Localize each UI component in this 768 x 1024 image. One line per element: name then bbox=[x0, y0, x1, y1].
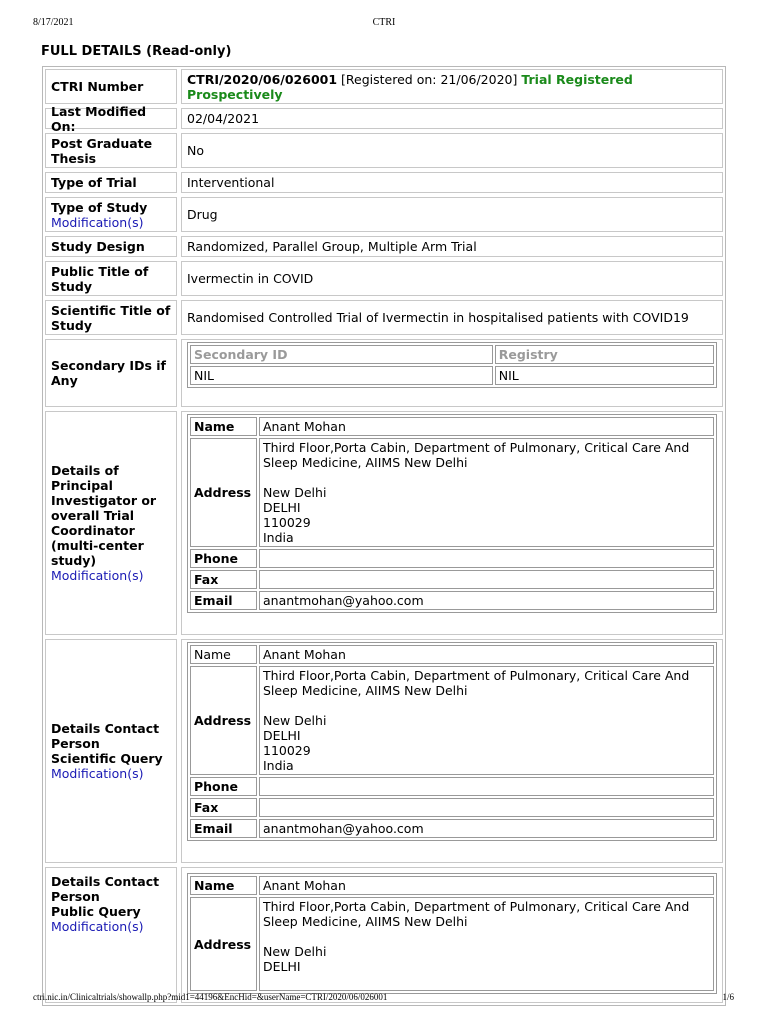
phone-key: Phone bbox=[190, 549, 257, 568]
scientific-title-value: Randomised Controlled Trial of Ivermectin in hospitalised patients with COVID19 bbox=[181, 300, 723, 335]
sci-email: anantmohan@yahoo.com bbox=[259, 819, 714, 838]
scientific-contact-value bbox=[181, 639, 723, 863]
pi-name: Anant Mohan bbox=[259, 417, 714, 436]
pub-address bbox=[259, 897, 714, 991]
address-state: DELHI bbox=[263, 959, 301, 974]
address-state: DELHI bbox=[263, 728, 301, 743]
secondary-ids-value bbox=[181, 339, 723, 407]
public-contact-table bbox=[187, 873, 717, 994]
pub-label-line: Person bbox=[51, 889, 100, 904]
pi-phone bbox=[259, 549, 714, 568]
trial-status-cont: Prospectively bbox=[187, 86, 283, 102]
secondary-id-cell: NIL bbox=[190, 366, 493, 385]
pg-thesis-label: Post Graduate Thesis bbox=[45, 133, 177, 168]
name-key: Name bbox=[190, 645, 257, 664]
phone-key: Phone bbox=[190, 777, 257, 796]
pi-fax bbox=[259, 570, 714, 589]
sci-name: Anant Mohan bbox=[259, 645, 714, 664]
trial-status: Trial Registered bbox=[521, 71, 633, 87]
sci-label-line: Person bbox=[51, 736, 100, 751]
scientific-contact-table bbox=[187, 642, 717, 841]
address-line: Third Floor,Porta Cabin, Department of Pulmonary, Critical Care And bbox=[263, 440, 690, 455]
public-contact-modification-link[interactable]: Modification(s) bbox=[51, 919, 144, 934]
registry-cell: NIL bbox=[495, 366, 714, 385]
row-public-contact bbox=[43, 865, 725, 1005]
row-last-modified bbox=[43, 103, 725, 134]
last-modified-label: Last Modified On: bbox=[45, 108, 177, 129]
type-of-study-title: Type of Study bbox=[51, 199, 148, 215]
address-country: India bbox=[263, 758, 294, 773]
pi-email: anantmohan@yahoo.com bbox=[259, 591, 714, 610]
pub-label-line: Public Query bbox=[51, 904, 141, 919]
study-design-label: Study Design bbox=[45, 236, 177, 257]
pi-value bbox=[181, 411, 723, 635]
sci-label-line: Details Contact bbox=[51, 721, 160, 736]
sci-phone bbox=[259, 777, 714, 796]
address-line: Sleep Medicine, AIIMS New Delhi bbox=[263, 914, 468, 929]
pg-thesis-value: No bbox=[181, 133, 723, 168]
row-scientific-title bbox=[43, 298, 725, 337]
row-principal-investigator bbox=[43, 409, 725, 637]
pi-label-line: study) bbox=[51, 553, 97, 568]
pub-name: Anant Mohan bbox=[259, 876, 714, 895]
public-title-value: Ivermectin in COVID bbox=[181, 261, 723, 296]
pi-label-line: overall Trial bbox=[51, 508, 135, 523]
row-study-design bbox=[43, 234, 725, 259]
study-design-value: Randomized, Parallel Group, Multiple Arm Trial bbox=[181, 236, 723, 257]
pi-label-line: Investigator or bbox=[51, 493, 157, 508]
ctri-number: CTRI/2020/06/026001 bbox=[187, 71, 338, 87]
row-pg-thesis bbox=[43, 131, 725, 170]
address-key: Address bbox=[190, 438, 257, 547]
address-city: New Delhi bbox=[263, 485, 327, 500]
pi-address bbox=[259, 438, 714, 547]
details-table bbox=[42, 66, 726, 1006]
address-city: New Delhi bbox=[263, 944, 327, 959]
row-public-title bbox=[43, 259, 725, 298]
public-title-label: Public Title of Study bbox=[45, 261, 177, 296]
address-pin: 110029 bbox=[263, 743, 311, 758]
print-title: CTRI bbox=[372, 17, 396, 28]
pi-label-line: Principal bbox=[51, 478, 113, 493]
type-of-trial-label: Type of Trial bbox=[45, 172, 177, 193]
address-key: Address bbox=[190, 666, 257, 775]
address-city: New Delhi bbox=[263, 713, 327, 728]
type-of-study-modification-link[interactable]: Modification(s) bbox=[51, 214, 144, 230]
page-number: 1/6 bbox=[722, 992, 734, 1002]
scientific-contact-modification-link[interactable]: Modification(s) bbox=[51, 766, 144, 781]
public-contact-label bbox=[45, 867, 177, 1003]
pi-label-line: Details of bbox=[51, 463, 119, 478]
sci-address bbox=[259, 666, 714, 775]
fax-key: Fax bbox=[190, 570, 257, 589]
pi-modification-link[interactable]: Modification(s) bbox=[51, 568, 144, 583]
address-state: DELHI bbox=[263, 500, 301, 515]
address-key: Address bbox=[190, 897, 257, 991]
sci-fax bbox=[259, 798, 714, 817]
page-url: ctri.nic.in/Clinicaltrials/showallp.php?mid1=44196&EncHid=&userName=CTRI/2020/06/026001 bbox=[33, 992, 388, 1002]
row-ctri-number bbox=[43, 67, 725, 106]
registered-on: [Registered on: 21/06/2020] bbox=[341, 71, 518, 87]
ctri-number-value bbox=[181, 69, 723, 104]
address-line: Third Floor,Porta Cabin, Department of Pulmonary, Critical Care And bbox=[263, 668, 690, 683]
address-pin: 110029 bbox=[263, 515, 311, 530]
email-key: Email bbox=[190, 591, 257, 610]
pi-label-line: (multi-center bbox=[51, 538, 144, 553]
print-footer bbox=[0, 992, 768, 1006]
email-key: Email bbox=[190, 819, 257, 838]
last-modified-value: 02/04/2021 bbox=[181, 108, 723, 129]
scientific-contact-label bbox=[45, 639, 177, 863]
type-of-study-label bbox=[45, 197, 177, 232]
address-line: Third Floor,Porta Cabin, Department of Pulmonary, Critical Care And bbox=[263, 899, 690, 914]
pi-label-line: Coordinator bbox=[51, 523, 135, 538]
ctri-number-label: CTRI Number bbox=[45, 69, 177, 104]
secondary-id-header: Secondary ID bbox=[190, 345, 493, 364]
pi-label bbox=[45, 411, 177, 635]
page-heading: FULL DETAILS (Read-only) bbox=[41, 44, 232, 59]
secondary-ids-label: Secondary IDs if Any bbox=[45, 339, 177, 407]
row-scientific-contact bbox=[43, 637, 725, 865]
print-header bbox=[0, 17, 768, 31]
fax-key: Fax bbox=[190, 798, 257, 817]
address-line: Sleep Medicine, AIIMS New Delhi bbox=[263, 683, 468, 698]
secondary-ids-table bbox=[187, 342, 717, 388]
type-of-study-value: Drug bbox=[181, 197, 723, 232]
public-contact-value bbox=[181, 867, 723, 1003]
address-country: India bbox=[263, 530, 294, 545]
name-key: Name bbox=[190, 417, 257, 436]
print-date: 8/17/2021 bbox=[33, 17, 74, 28]
pub-label-line: Details Contact bbox=[51, 874, 160, 889]
row-type-of-study bbox=[43, 195, 725, 234]
row-secondary-ids bbox=[43, 337, 725, 409]
type-of-trial-value: Interventional bbox=[181, 172, 723, 193]
pi-contact-table bbox=[187, 414, 717, 613]
name-key: Name bbox=[190, 876, 257, 895]
row-type-of-trial bbox=[43, 170, 725, 195]
address-line: Sleep Medicine, AIIMS New Delhi bbox=[263, 455, 468, 470]
registry-header: Registry bbox=[495, 345, 714, 364]
scientific-title-label: Scientific Title of Study bbox=[45, 300, 177, 335]
sci-label-line: Scientific Query bbox=[51, 751, 163, 766]
